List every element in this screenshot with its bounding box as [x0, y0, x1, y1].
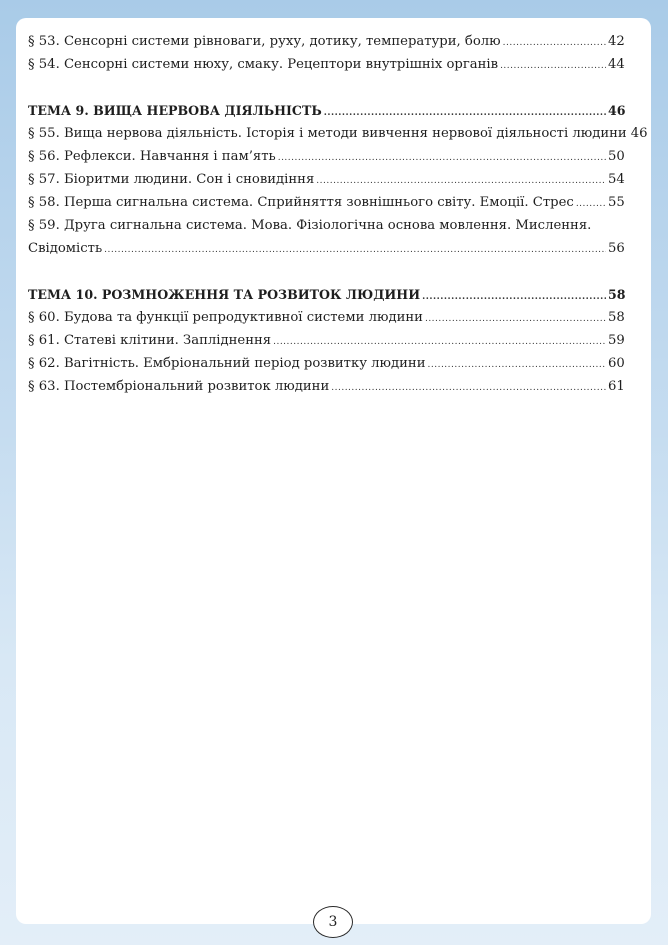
toc-entry-page: 55 [608, 195, 625, 210]
page-number-badge [313, 906, 353, 938]
dot-leader [273, 331, 606, 354]
page-sheet [16, 18, 651, 924]
toc-topic-page: 46 [608, 103, 626, 118]
toc-entry-56[interactable] [28, 145, 624, 168]
dot-leader [500, 55, 606, 78]
toc-entry-61[interactable] [28, 329, 624, 352]
toc-entry-page: 54 [608, 172, 625, 187]
toc-entry-page: 59 [608, 333, 625, 348]
toc-entry-59[interactable] [28, 214, 624, 260]
toc-entry-title: § 57. Біоритми людини. Сон і сновидіння [28, 172, 315, 187]
toc-entry-page: 61 [608, 379, 625, 394]
dot-leader [428, 354, 607, 377]
dot-leader [425, 308, 606, 331]
dot-leader [278, 147, 606, 170]
toc-entry-title: § 55. Вища нервова діяльність. Історія і методи вивчення нервової діяльності людини [28, 126, 627, 141]
dot-leader [104, 239, 606, 262]
toc-topic-page: 58 [608, 287, 626, 302]
watermark-logo [578, 866, 632, 884]
toc-entry-title: § 63. Постембріональний розвиток людини [28, 379, 330, 394]
toc-topic-title: ТЕМА 10. РОЗМНОЖЕННЯ ТА РОЗВИТОК ЛЮДИНИ [28, 287, 421, 302]
table-of-contents [28, 30, 648, 398]
toc-topic-10[interactable] [28, 283, 624, 306]
section-gap [28, 260, 624, 283]
toc-entry-title: § 54. Сенсорні системи нюху, смаку. Рецептори внутрішніх органів [28, 57, 499, 72]
toc-entry-57[interactable] [28, 168, 624, 191]
toc-entry-title-line1: § 59. Друга сигнальна система. Мова. Фізіологічна основа мовлення. Мислення. [28, 218, 592, 233]
dot-leader [316, 170, 606, 193]
toc-entry-54[interactable] [28, 53, 624, 76]
section-gap [28, 76, 624, 99]
toc-entry-63[interactable] [28, 375, 624, 398]
toc-entry-62[interactable] [28, 352, 624, 375]
page-number: 3 [328, 914, 338, 930]
toc-entry-page: 56 [608, 241, 625, 256]
toc-entry-page: 50 [608, 149, 625, 164]
toc-entry-page: 60 [608, 356, 625, 371]
toc-entry-title-line2: Свідомість [28, 241, 103, 256]
toc-entry-58[interactable] [28, 191, 624, 214]
toc-entry-page: 58 [608, 310, 625, 325]
toc-entry-page: 44 [608, 57, 625, 72]
toc-entry-title: § 53. Сенсорні системи рівноваги, руху, дотику, температури, болю [28, 34, 501, 49]
toc-topic-9[interactable] [28, 99, 624, 122]
toc-entry-53[interactable] [28, 30, 624, 53]
dot-leader [331, 377, 606, 400]
dot-leader [422, 286, 606, 309]
toc-entry-page: 46 [630, 126, 648, 141]
toc-entry-title: § 61. Статеві клітини. Запліднення [28, 333, 272, 348]
toc-entry-60[interactable] [28, 306, 624, 329]
toc-entry-title: § 56. Рефлекси. Навчання і пам’ять [28, 149, 276, 164]
toc-topic-title: ТЕМА 9. ВИЩА НЕРВОВА ДІЯЛЬНІСТЬ [28, 103, 322, 118]
watermark-line2: ZARVA [590, 875, 620, 883]
toc-entry-title: § 62. Вагітність. Ембріональний період розвитку людини [28, 356, 426, 371]
toc-entry-title: § 58. Перша сигнальна система. Сприйняття зовнішнього світу. Емоції. Стрес [28, 195, 574, 210]
toc-entry-page: 42 [608, 34, 625, 49]
dot-leader [576, 193, 606, 216]
dot-leader [503, 32, 606, 55]
toc-entry-55[interactable] [28, 122, 648, 145]
toc-entry-title: § 60. Будова та функції репродуктивної системи людини [28, 310, 423, 325]
watermark-line1: NATALIA [586, 866, 624, 874]
